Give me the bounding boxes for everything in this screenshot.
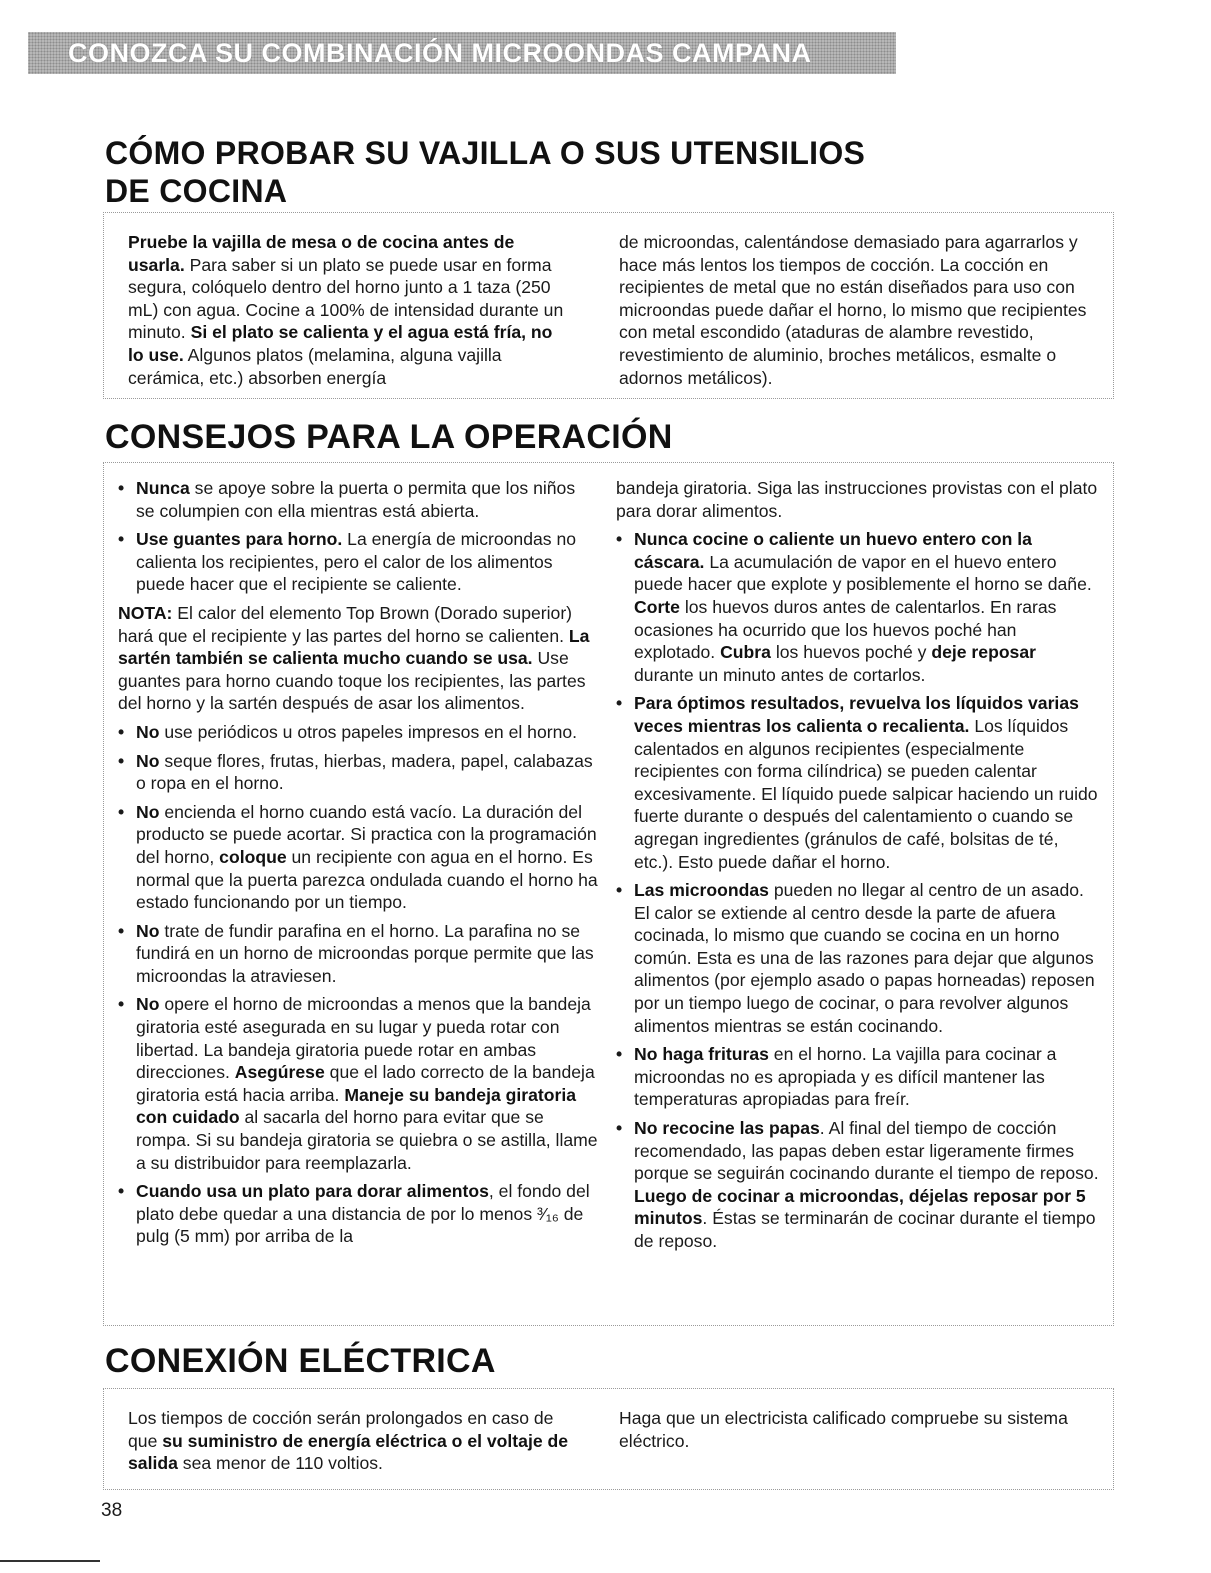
text: El calor del elemento Top Brown (Dorado superior) hará que el recipiente y las partes del horno se calienten.	[118, 602, 573, 646]
text: opere el horno de microondas a menos que la bandeja giratoria esté asegurada en su lugar y pueda rotar con libertad. La bandeja giratoria puede rotar en ambas direcciones.	[136, 994, 591, 1083]
bold-text: su suministro de energía eléctrica o el voltaje de salida	[128, 1430, 569, 1474]
paragraph: de microondas, calentándose demasiado para agarrarlos y hace más lentos los tiempos de cocción. La cocción en recipientes de metal que no están diseñados para uso con microondas puede dañar el horno, lo mismo que recipientes con metal escondido (ataduras de alambre revestido, revestimiento de aluminio, broches metálicos, esmalte o adornos metálicos).	[619, 232, 1087, 388]
list-item	[118, 920, 598, 988]
continued-paragraph: bandeja giratoria. Siga las instrucciones provistas con el plato para dorar alimentos.	[616, 478, 1098, 521]
list-item	[118, 993, 598, 1174]
bold-text: deje reposar	[931, 642, 1036, 663]
paragraph	[128, 1407, 578, 1475]
electrical-col-right	[619, 1407, 1089, 1452]
test-dishes-col-right	[619, 231, 1101, 389]
list-item	[118, 477, 598, 522]
bold-text: No	[136, 750, 160, 771]
bold-text: Las microondas	[634, 880, 769, 901]
text: Para saber si un plato se puede usar en forma segura, colóquelo dentro del horno junto a 1 taza (250 mL) con agua. Cocine a 100% de intensidad durante un minuto.	[128, 254, 564, 343]
text: La acumulación de vapor en el huevo entero puede hacer que explote y posiblemente el horno se dañe.	[634, 551, 1092, 595]
bold-text: No	[136, 920, 160, 941]
bold-text: No	[136, 994, 160, 1015]
text: use periódicos u otros papeles impresos en el horno.	[159, 721, 578, 742]
text: encienda el horno cuando está vacío. La duración del producto se puede acortar. Si practica con la programación del horno,	[136, 801, 597, 867]
bold-text: Si el plato se calienta y el agua está fría, no lo use.	[128, 322, 553, 365]
list-item	[616, 528, 1100, 686]
test-dishes-box	[103, 212, 1114, 399]
list-item	[118, 801, 598, 914]
heading-line-1: CÓMO PROBAR SU VAJILLA O SUS UTENSILIOS	[105, 135, 866, 171]
note-paragraph	[118, 602, 598, 715]
banner-title: CONOZCA SU COMBINACIÓN MICROONDAS CAMPANA	[68, 37, 812, 68]
list-item	[118, 750, 598, 795]
bold-text: Cubra	[720, 642, 771, 663]
operation-tips-col-left	[118, 477, 598, 1254]
note-label: NOTA:	[118, 602, 173, 623]
page-number: 38	[101, 1500, 123, 1521]
list-item	[616, 1043, 1100, 1111]
bold-text: Asegúrese	[234, 1062, 325, 1083]
bold-text: No	[136, 801, 160, 822]
bold-text: Corte	[634, 596, 680, 617]
text: Los tiempos de cocción serán prolongados en caso de que	[128, 1408, 554, 1451]
heading-operation-tips: CONSEJOS PARA LA OPERACIÓN	[105, 418, 673, 456]
text: durante un minuto antes de cortarlos.	[634, 664, 926, 685]
bold-text: Maneje su bandeja giratoria con cuidado	[136, 1084, 577, 1128]
text: un recipiente con agua en el horno. Es normal que la puerta parezca ondulada cuando el horno ha estado funcionando por un tiempo.	[136, 846, 598, 913]
bold-text: Cuando usa un plato para dorar alimentos	[136, 1181, 489, 1202]
text: . Al final del tiempo de cocción recomendado, las papas deben estar ligeramente firmes porque se seguirán cocinando durante el tiempo de reposo.	[634, 1118, 1099, 1184]
bold-text: Use guantes para horno.	[136, 529, 343, 550]
heading-electrical-connection: CONEXIÓN ELÉCTRICA	[105, 1342, 496, 1380]
text: los huevos duros antes de calentarlos. En raras ocasiones ha ocurrido que los huevos poché han explotado.	[634, 596, 1057, 663]
heading-test-dishes	[105, 134, 1005, 210]
list-item	[616, 1117, 1100, 1253]
bold-text: No	[136, 721, 160, 742]
section-banner	[28, 32, 896, 74]
text: los huevos poché y	[770, 642, 932, 663]
text: se apoye sobre la puerta o permita que los niños se columpien con ella mientras está abierta.	[136, 478, 576, 521]
text: Los líquidos calentados en algunos recipientes (especialmente recipientes con forma cilíndrica) se pueden calentar excesivamente. El líquido puede salpicar haciendo un ruido fuerte durante o después del calentamiento o cuando se agregan ingredientes (gránulos de café, bolsitas de té, etc.). Esto puede dañar el horno.	[634, 715, 1098, 872]
bold-text: La sartén también se calienta mucho cuando se usa.	[118, 625, 590, 669]
bold-text: Luego de cocinar a microondas, déjelas reposar por 5 minutos	[634, 1185, 1086, 1229]
bold-text: Para óptimos resultados, revuelva los líquidos varias veces mientras los calienta o recalienta.	[634, 693, 1079, 736]
list-item	[118, 1180, 598, 1248]
paragraph	[128, 231, 568, 389]
paragraph: Haga que un electricista calificado compruebe su sistema eléctrico.	[619, 1408, 1068, 1451]
text: trate de fundir parafina en el horno. La parafina no se fundirá en un horno de microondas porque permite que las microondas la atraviesen.	[136, 920, 594, 986]
bold-text: Nunca cocine o caliente un huevo entero con la cáscara.	[634, 529, 1032, 572]
list-item	[118, 721, 598, 744]
text: Algunos platos (melamina, alguna vajilla cerámica, etc.) absorben energía	[128, 344, 502, 388]
text: pueden no llegar al centro de un asado. El calor se extiende al centro desde la parte de afuera cocinada, lo mismo que cuando se cocina en un horno común. Esta es una de las razones para dejar que algunos alimentos (por ejemplo asado o papas horneadas) reposen por un tiempo luego de cocinar, o para revolver algunos alimentos mientras se están cocinando.	[634, 880, 1095, 1036]
electrical-connection-box	[103, 1388, 1114, 1490]
text: en el horno. La vajilla para cocinar a microondas no es apropiada y es difícil mantener las temperaturas apropiadas para freír.	[634, 1044, 1057, 1110]
heading-line-2: DE COCINA	[105, 173, 288, 209]
list-item	[616, 692, 1100, 873]
test-dishes-col-left	[128, 231, 568, 389]
list-item	[616, 879, 1100, 1037]
bold-text: coloque	[219, 846, 287, 867]
footer-rule	[0, 1560, 100, 1562]
bold-text: No recocine las papas	[634, 1118, 820, 1139]
bold-text: Nunca	[136, 478, 190, 498]
bold-text: Pruebe la vajilla de mesa o de cocina antes de usarla.	[128, 232, 515, 275]
list-item	[118, 528, 598, 596]
operation-tips-box	[103, 462, 1114, 1326]
bold-text: No haga frituras	[634, 1044, 769, 1065]
text: , el fondo del plato debe quedar a una distancia de por lo menos ³⁄₁₆ de pulg (5 mm) por arriba de la	[136, 1181, 590, 1247]
electrical-col-left	[128, 1407, 578, 1475]
text: sea menor de 110 voltios.	[177, 1453, 383, 1474]
text: Use guantes para horno cuando toque los recipientes, las partes del horno y la sartén después de asar los alimentos.	[118, 648, 586, 714]
text: al sacarla del horno para evitar que se rompa. Si su bandeja giratoria se quiebra o se astilla, llame a su distribuidor para reemplazarla.	[136, 1107, 598, 1173]
text: . Éstas se terminarán de cocinar durante el tiempo de reposo.	[634, 1208, 1096, 1251]
text: seque flores, frutas, hierbas, madera, papel, calabazas o ropa en el horno.	[136, 750, 593, 794]
text: que el lado correcto de la bandeja giratoria está hacia arriba.	[136, 1062, 595, 1105]
text: La energía de microondas no calienta los recipientes, pero el calor de los alimentos puede hacer que el recipiente se caliente.	[136, 529, 577, 595]
operation-tips-col-right	[616, 477, 1100, 1259]
